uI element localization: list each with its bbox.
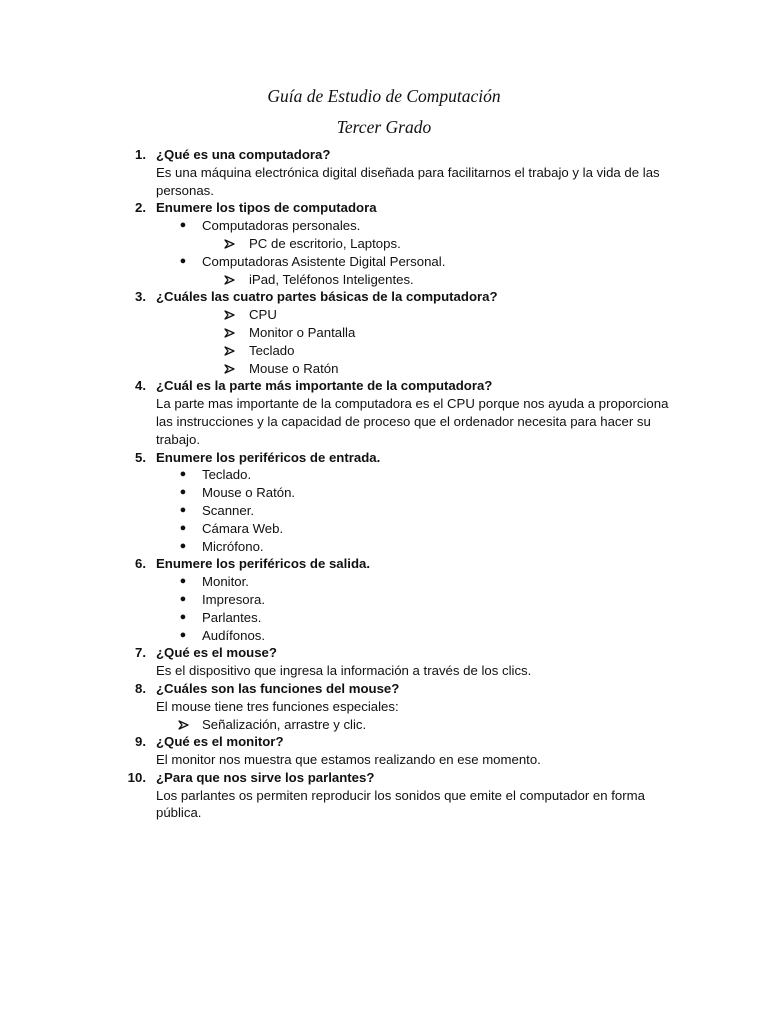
answer-text: Los parlantes os permiten reproducir los sonidos que emite el computador en forma [156, 787, 645, 803]
list-item [0, 520, 768, 538]
question-line [0, 555, 768, 573]
answer-text: Es el dispositivo que ingresa la información a través de los clics. [156, 663, 532, 679]
question-text: ¿Cuáles son las funciones del mouse? [156, 680, 400, 696]
answer-text: trabajo. [156, 431, 200, 447]
question-number: 1. [135, 147, 146, 162]
question-text: ¿Qué es el mouse? [156, 645, 277, 661]
list-item [0, 217, 768, 235]
question-line [0, 288, 768, 306]
list-item [0, 502, 768, 520]
question-text: ¿Qué es el monitor? [156, 734, 284, 750]
sub-item-text: iPad, Teléfonos Inteligentes. [249, 271, 414, 287]
list-item [0, 627, 768, 645]
list-item [0, 662, 768, 680]
bullet-text: Computadoras personales. [202, 218, 361, 234]
arrowhead-bullet-icon [224, 324, 236, 342]
question-line [0, 644, 768, 662]
bullet-text: Audífonos. [202, 627, 266, 643]
list-item [0, 716, 768, 734]
list-item [0, 591, 768, 609]
list-item [0, 413, 768, 431]
bullet-text: Scanner. [202, 502, 255, 518]
list-item [0, 609, 768, 627]
bullet-text: Computadoras Asistente Digital Personal. [202, 253, 446, 269]
sub-item-text: PC de escritorio, Laptops. [249, 235, 401, 251]
question-number: 4. [135, 378, 146, 394]
list-item [0, 253, 768, 271]
question-text: ¿Cuáles las cuatro partes básicas de la computadora? [156, 289, 498, 305]
arrowhead-bullet-icon [224, 235, 236, 253]
list-item [0, 751, 768, 769]
list-item [0, 235, 768, 253]
answer-text: pública. [156, 805, 202, 821]
bullet-dot-icon: ● [179, 521, 187, 534]
sub-item-text: Señalización, arrastre y clic. [202, 716, 367, 732]
bullet-dot-icon: ● [179, 592, 187, 605]
list-item [0, 804, 768, 822]
sub-item-text: CPU [249, 307, 277, 323]
list-item [0, 271, 768, 289]
list-item [0, 466, 768, 484]
list-item [0, 164, 768, 182]
question-number: 10. [127, 769, 146, 785]
question-line [0, 769, 768, 787]
question-line [0, 199, 768, 217]
sub-item-text: Mouse o Ratón [249, 360, 339, 376]
answer-text: Es una máquina electrónica digital diseñada para facilitarnos el trabajo y la vida de las [156, 164, 660, 180]
question-number: 6. [135, 556, 146, 572]
answer-text: La parte mas importante de la computadora es el CPU porque nos ayuda a proporciona [156, 396, 669, 412]
sub-item-text: Monitor o Pantalla [249, 324, 356, 340]
question-text: ¿Para que nos sirve los parlantes? [156, 769, 375, 785]
list-item [0, 787, 768, 805]
question-line [0, 733, 768, 751]
document-subtitle: Tercer Grado [336, 117, 432, 137]
bullet-text: Teclado. [202, 467, 252, 483]
question-number: 9. [135, 734, 146, 750]
bullet-text: Monitor. [202, 574, 249, 590]
bullet-dot-icon: ● [179, 219, 187, 232]
study-guide-list [0, 146, 768, 822]
list-item [0, 431, 768, 449]
list-item [0, 306, 768, 324]
question-number: 2. [135, 200, 146, 216]
bullet-text: Cámara Web. [202, 520, 284, 536]
bullet-dot-icon: ● [179, 254, 187, 267]
bullet-dot-icon: ● [179, 575, 187, 588]
arrowhead-bullet-icon [178, 716, 190, 734]
bullet-dot-icon: ● [179, 468, 187, 481]
answer-text: personas. [156, 182, 214, 198]
answer-text: El monitor nos muestra que estamos realizando en ese momento. [156, 752, 541, 768]
list-item [0, 324, 768, 342]
question-number: 7. [135, 645, 146, 661]
question-line [0, 680, 768, 698]
bullet-dot-icon: ● [179, 628, 187, 641]
bullet-dot-icon: ● [179, 486, 187, 499]
question-text: ¿Qué es una computadora? [156, 147, 331, 162]
question-line [0, 377, 768, 395]
bullet-dot-icon: ● [179, 503, 187, 516]
arrowhead-bullet-icon [224, 271, 236, 289]
list-item [0, 360, 768, 378]
bullet-text: Impresora. [202, 591, 266, 607]
question-text: Enumere los periféricos de entrada. [156, 449, 381, 465]
question-text: Enumere los tipos de computadora [156, 200, 377, 216]
arrowhead-bullet-icon [224, 342, 236, 360]
question-number: 5. [135, 449, 146, 465]
document-title: Guía de Estudio de Computación [267, 86, 501, 106]
answer-text: las instrucciones y la capacidad de proceso que el ordenador necesita para hacer su [156, 413, 651, 429]
bullet-text: Mouse o Ratón. [202, 485, 296, 501]
bullet-text: Parlantes. [202, 609, 262, 625]
question-text: Enumere los periféricos de salida. [156, 556, 371, 572]
question-number: 3. [135, 289, 146, 305]
list-item [0, 698, 768, 716]
list-item [0, 342, 768, 360]
list-item [0, 484, 768, 502]
bullet-text: Micrófono. [202, 538, 264, 554]
bullet-dot-icon: ● [179, 610, 187, 623]
list-item [0, 395, 768, 413]
list-item [0, 538, 768, 556]
arrowhead-bullet-icon [224, 306, 236, 324]
question-line [0, 146, 768, 164]
list-item [0, 573, 768, 591]
question-line [0, 449, 768, 467]
bullet-dot-icon: ● [179, 539, 187, 552]
list-item [0, 182, 768, 200]
question-text: ¿Cuál es la parte más importante de la computadora? [156, 378, 493, 394]
answer-text: El mouse tiene tres funciones especiales: [156, 698, 399, 714]
question-number: 8. [135, 680, 146, 696]
sub-item-text: Teclado [249, 342, 295, 358]
arrowhead-bullet-icon [224, 360, 236, 378]
